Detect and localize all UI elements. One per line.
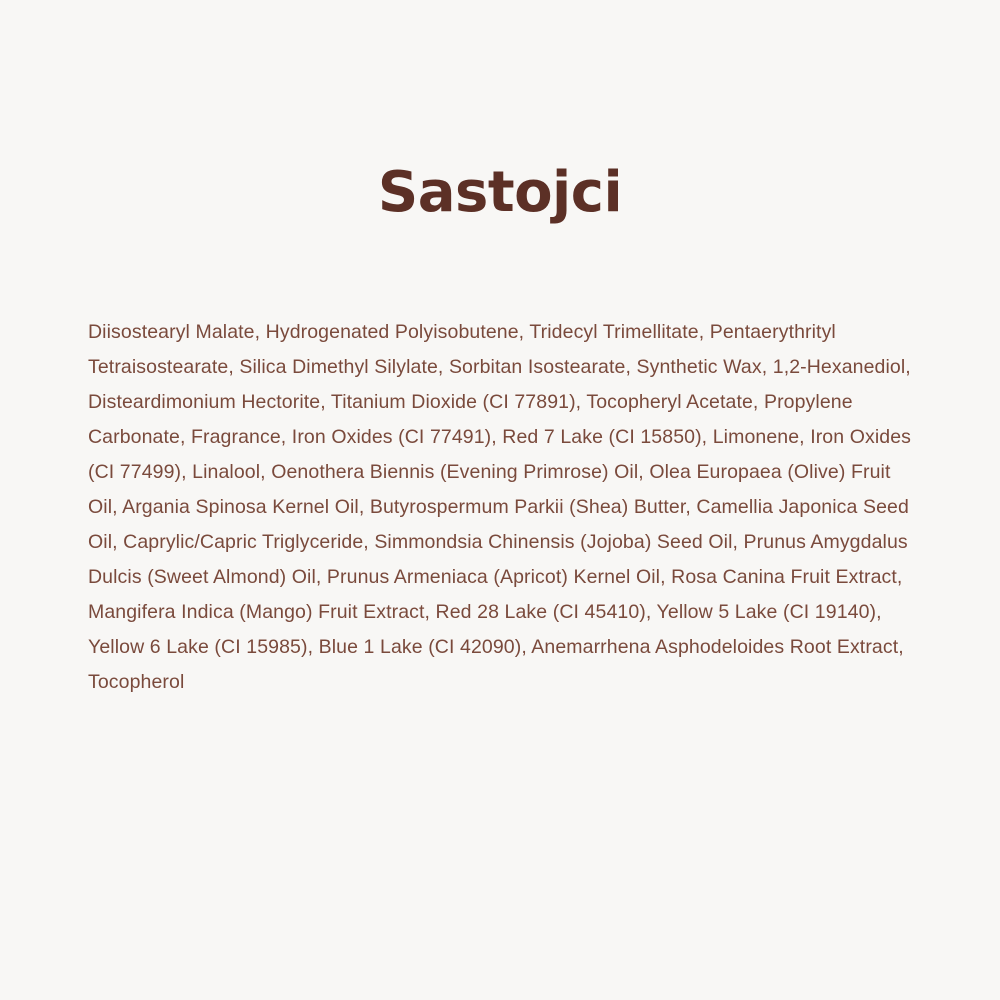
page-title: Sastojci — [377, 159, 623, 225]
ingredients-list-text: Diisostearyl Malate, Hydrogenated Polyisobutene, Tridecyl Trimellitate, Pentaerythrityl Tetraisostearate, Silica Dimethyl Silylate, Sorbitan Isostearate, Synthetic Wax, 1,2-Hexanediol, Disteardimonium Hectorite, Titanium Dioxide (CI 77891), Tocopheryl Acetate, Propylene Carbonate, Fragrance, Iron Oxides (CI 77491), Red 7 Lake (CI 15850), Limonene, Iron Oxides (CI 77499), Linalool, Oenothera Biennis (Evening Primrose) Oil, Olea Europaea (Olive) Fruit Oil, Argania Spinosa Kernel Oil, Butyrospermum Parkii (Shea) Butter, Camellia Japonica Seed Oil, Caprylic/Capric Triglyceride, Simmondsia Chinensis (Jojoba) Seed Oil, Prunus Amygdalus Dulcis (Sweet Almond) Oil, Prunus Armeniaca (Apricot) Kernel Oil, Rosa Canina Fruit Extract, Mangifera Indica (Mango) Fruit Extract, Red 28 Lake (CI 45410), Yellow 5 Lake (CI 19140), Yellow 6 Lake (CI 15985), Blue 1 Lake (CI 42090), Anemarrhena Asphodeloides Root Extract, Tocopherol — [88, 320, 912, 693]
